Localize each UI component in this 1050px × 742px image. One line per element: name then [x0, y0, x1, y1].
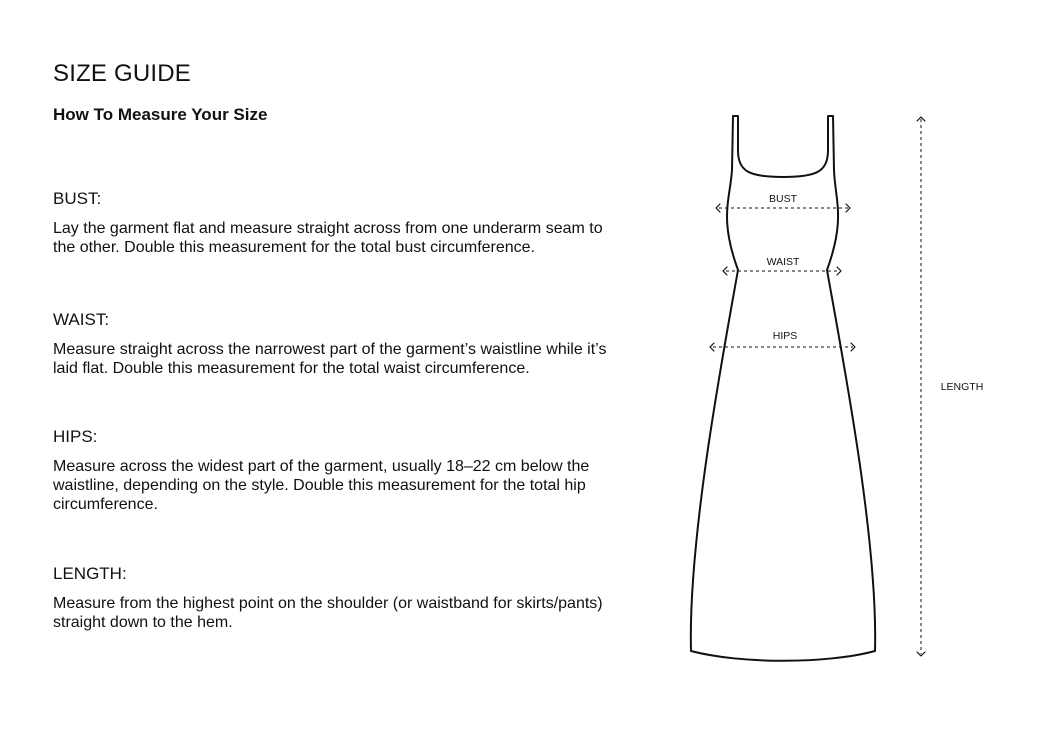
section-heading-hips: HIPS:: [53, 427, 98, 446]
page-title: SIZE GUIDE: [53, 60, 192, 87]
section-text-length: Measure from the highest point on the shoulder (or waistband for skirts/pants) straight down to the hem.: [53, 595, 603, 631]
hips-label: HIPS: [772, 330, 798, 342]
section-text-waist: Measure straight across the narrowest part of the garment’s waistline while it’s laid flat. Double this measurement for the total waist circumference.: [53, 341, 607, 377]
section-text-bust: Lay the garment flat and measure straight across from one underarm seam to the other. Double this measurement for the total bust circumference.: [53, 220, 603, 256]
waist-arrow-right-icon: [837, 267, 841, 275]
section-heading-length: LENGTH:: [53, 564, 127, 583]
length-label: LENGTH: [940, 381, 984, 393]
section-text-hips: Measure across the widest part of the garment, usually 18–22 cm below the waistline, depending on the style. Double this measurement for the total hip circumference.: [53, 458, 590, 513]
section-heading-bust: BUST:: [53, 189, 102, 208]
section-heading-waist: WAIST:: [53, 310, 110, 329]
waist-label: WAIST: [766, 256, 800, 268]
bust-label: BUST: [768, 193, 798, 205]
page-subtitle: How To Measure Your Size: [53, 105, 268, 124]
